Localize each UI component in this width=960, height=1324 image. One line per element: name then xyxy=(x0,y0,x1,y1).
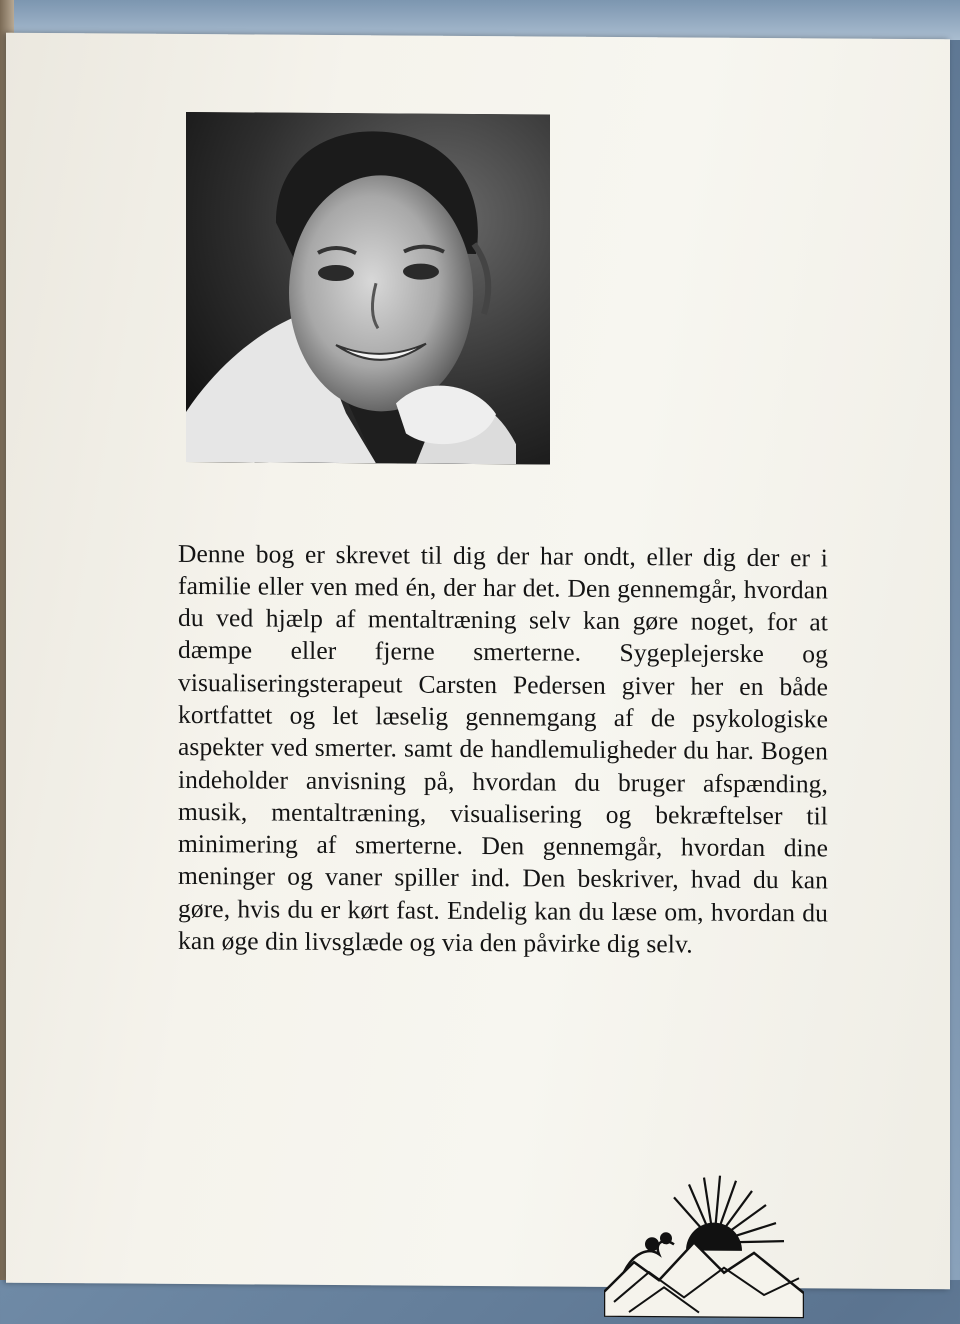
sun-over-mountains-logo-icon xyxy=(604,1172,804,1318)
book-back-cover xyxy=(6,33,950,1290)
author-photo xyxy=(186,112,550,465)
publisher-logo xyxy=(604,1172,804,1318)
author-portrait-image xyxy=(186,112,550,465)
book-description: Denne bog er skrevet til dig der har ondt, eller dig der er i familie eller ven med én, der har det. Den gennemgår, hvordan du ved hjælp af mentaltræning selv kan gøre noget, for at dæmpe eller fjerne smerterne. Sygeplejerske og visualiseringsterapeut Carsten Pedersen giver her en både kortfattet og let læselig gennemgang af de psykologiske aspekter ved smerter. samt de handlemuligheder du har. Bogen indeholder anvisning på, hvordan du bruger afspænding, musik, mentaltræning, visualisering og bekræftelser til minimering af smerterne. Den gennemgår, hvordan dine meninger og vaner spiller ind. Den beskriver, hvad du kan gøre, hvis du er kørt fast. Endelig kan du læse om, hvordan du kan øge din livsglæde og via den påvirke dig selv. xyxy=(178,538,828,959)
